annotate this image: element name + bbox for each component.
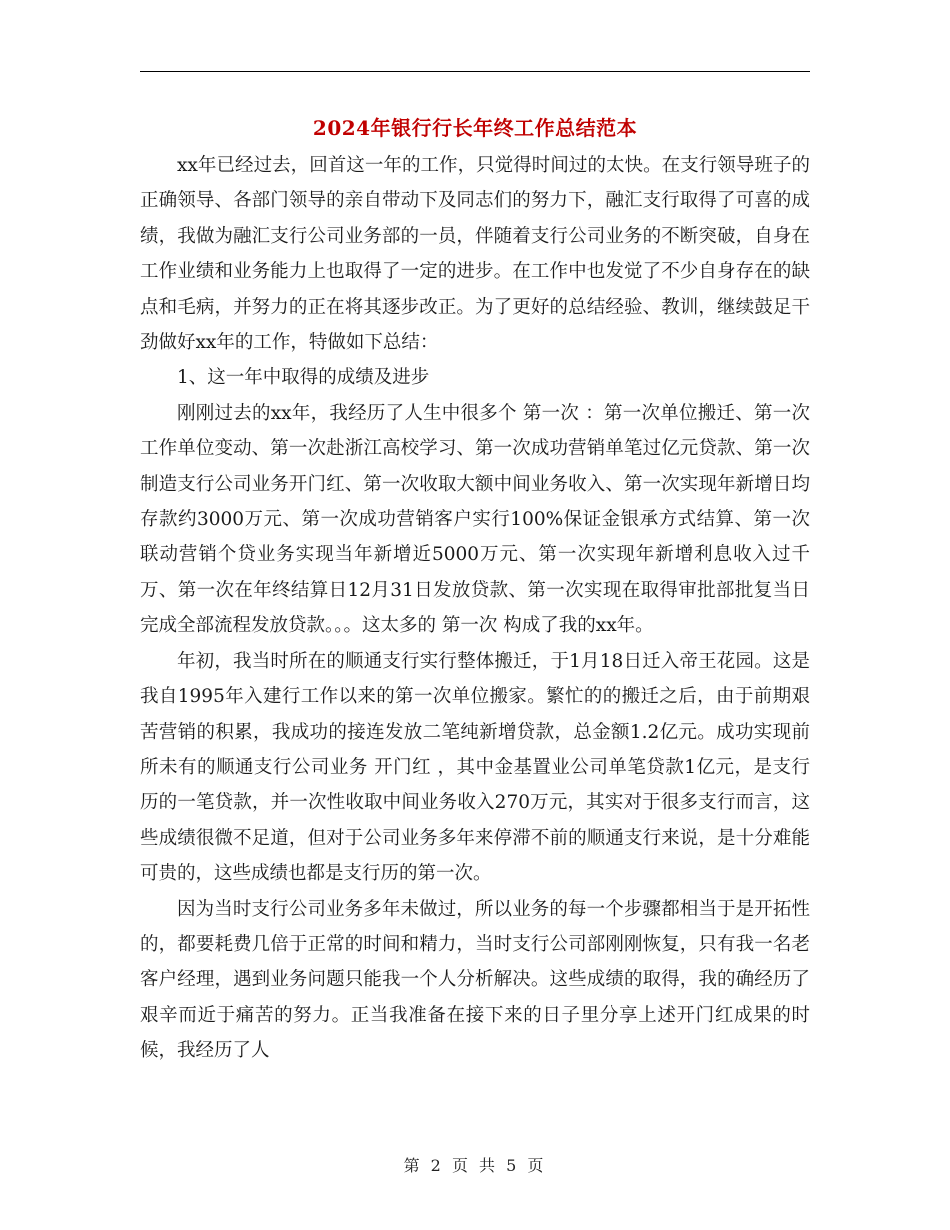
paragraph-firsts: 刚刚过去的xx年，我经历了人生中很多个 第一次 ：第一次单位搬迁、第一次工作单位变动、第一次赴浙江高校学习、第一次成功营销单笔过亿元贷款、第一次制造支行公司业务开门红、第一次收取大额中间业务收入、第一次实现年新增日均存款约3000万元、第一次成功营销客户实行100%保证金银承方式结算、第一次联动营销个贷业务实现当年新增近5000万元、第一次实现年新增利息收入过千万、第一次在年终结算日12月31日发放贷款、第一次实现在取得审批部批复当日完成全部流程发放贷款。。。这太多的 第一次 构成了我的xx年。 [140,402,810,637]
page-number-footer: 第 2 页 共 5 页 [403,1156,547,1175]
paragraph-relocation: 年初，我当时所在的顺通支行实行整体搬迁，于1月18日迁入帝王花园。这是我自1995年入建行工作以来的第一次单位搬家。繁忙的的搬迁之后，由于前期艰苦营销的积累，我成功的接连发放二笔纯新增贷款，总金额1.2亿元。成功实现前所未有的顺通支行公司业务 开门红 ，其中金基置业公司单笔贷款1亿元，是支行历的一笔贷款，并一次性收取中间业务收入270万元，其实对于很多支行而言，这些成绩很微不足道，但对于公司业务多年来停滞不前的顺通支行来说，是十分难能可贵的，这些成绩也都是支行历的第一次。 [140,650,810,885]
document-body [140,148,810,1069]
document-title: 2024年银行行长年终工作总结范本 [312,116,638,140]
section-heading: 1、这一年中取得的成绩及进步 [177,367,430,389]
header-rule [140,71,810,72]
paragraph-intro: xx年已经过去，回首这一年的工作，只觉得时间过的太快。在支行领导班子的正确领导、各部门领导的亲自带动下及同志们的努力下，融汇支行取得了可喜的成绩，我做为融汇支行公司业务部的一员，伴随着支行公司业务的不断突破，自身在工作业绩和业务能力上也取得了一定的进步。在工作中也发觉了不少自身存在的缺点和毛病，并努力的正在将其逐步改正。为了更好的总结经验、教训，继续鼓足干劲做好xx年的工作，特做如下总结： [140,155,810,354]
paragraph-effort: 因为当时支行公司业务多年未做过，所以业务的每一个步骤都相当于是开拓性的，都要耗费几倍于正常的时间和精力，当时支行公司部刚刚恢复，只有我一名老客户经理，遇到业务问题只能我一个人分析解决。这些成绩的取得，我的确经历了艰辛而近于痛苦的努力。正当我准备在接下来的日子里分享上述开门红成果的时候，我经历了人 [140,898,810,1062]
